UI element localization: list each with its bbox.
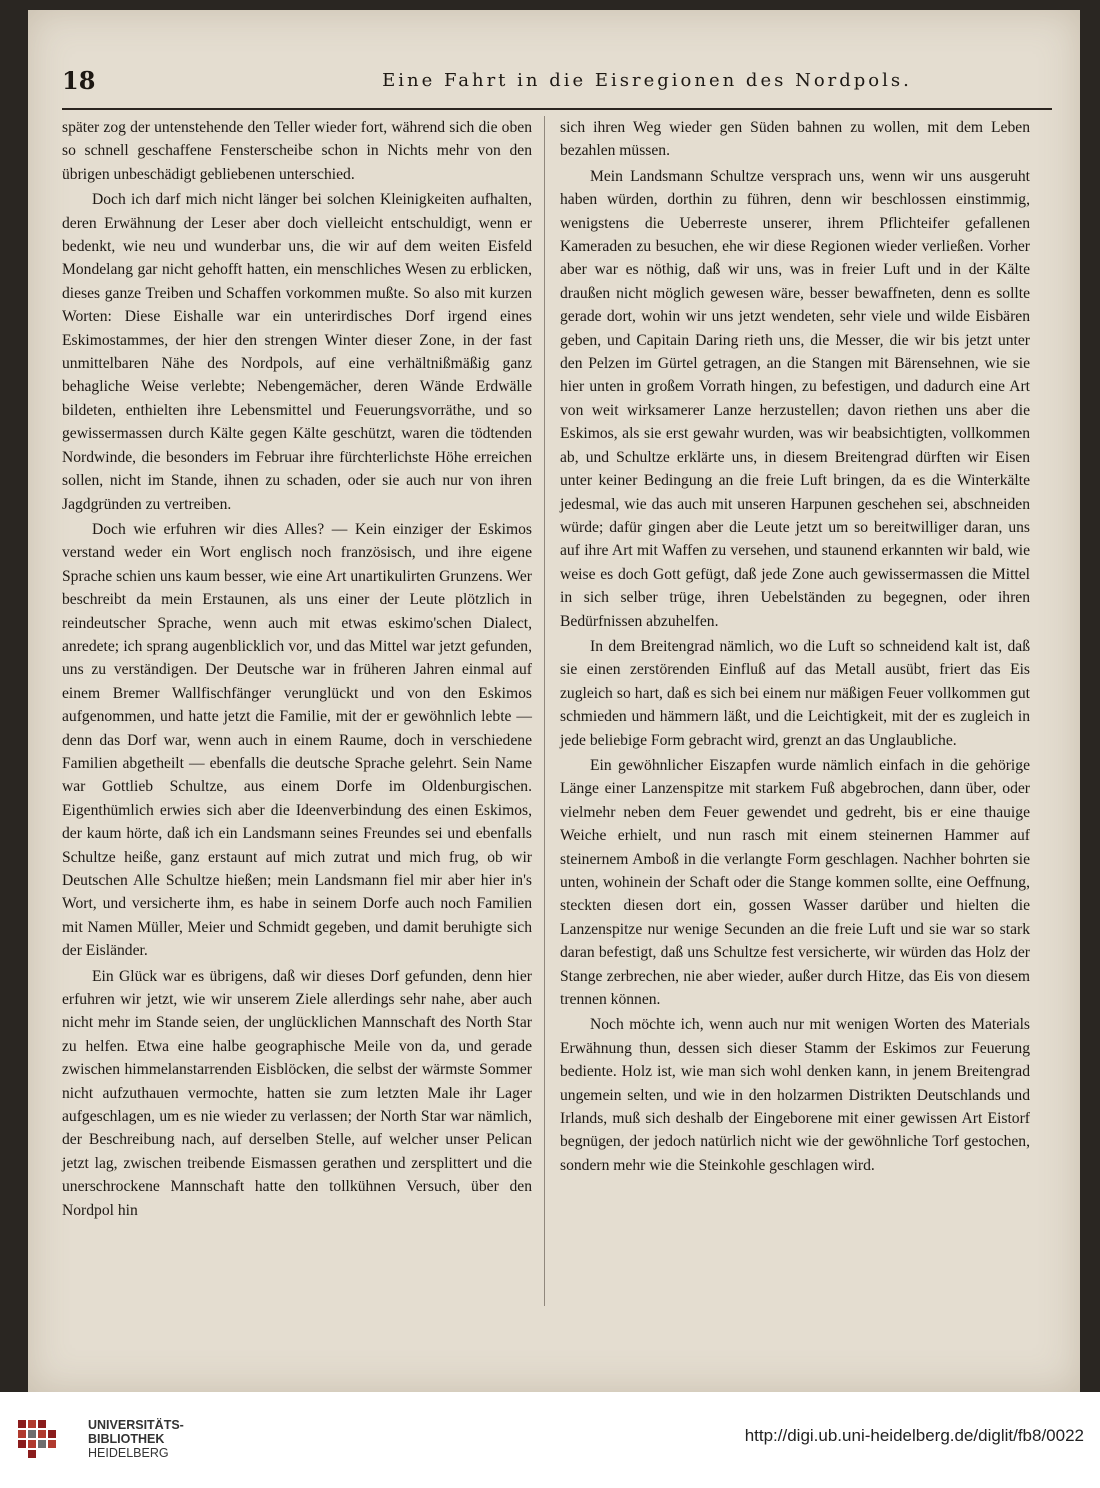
left-column xyxy=(62,116,532,1224)
paragraph: Doch wie erfuhren wir dies Alles? — Kein einziger der Eskimos verstand weder ein Wort englisch noch französisch, und ihre eigene Sprache schien uns kaum besser, wie eine Art unartikulirten Grunzens. Wer beschreibt da mein Erstaunen, als uns einer der Leute plötzlich in reindeutscher Sprache, wenn auch mit etwas eskimo'schen Dialect, anredete; ich sprang augenblicklich vor, und das Mittel war jetzt gefunden, uns zu verständigen. Der Deutsche war in früheren Jahren einmal auf einem Bremer Wallfischfänger verunglückt und von den Eskimos aufgenommen, und hatte jetzt die Familie, mit der er gewöhnlich lebte — denn das Dorf war, wenn auch in einem Raume, doch in verschiedene Familien abgetheilt — ebenfalls die deutsche Sprache gelehrt. Sein Name war Gottlieb Schultze, aus einem Dorfe im Oldenburgischen. Eigenthümlich erwies sich aber die Ideenverbindung des einen Eskimos, der kaum hörte, daß ich ein Landsmann seines Freundes sei und ebenfalls Schultze heiße, ganz erstaunt auf mich zutrat und mich frug, ob wir Deutschen Alle Schultze hießen; mein Landsmann fiel mir aber hier in's Wort, und versicherte ihm, es habe in seinem Dorfe auch noch Familien mit Namen Müller, Meier und Schmidt gegeben, und damit beruhigte sich der Eisländer. xyxy=(62,520,532,960)
paragraph: sich ihren Weg wieder gen Süden bahnen zu wollen, mit dem Leben bezahlen müssen. xyxy=(560,119,1030,160)
digitization-footer xyxy=(0,1392,1100,1488)
paragraph: Mein Landsmann Schultze versprach uns, wenn wir uns ausgeruht haben würden, dorthin zu führen, denn wir beschlossen einstimmig, wenigstens die Ueberreste unserer, ihrem Pflichteifer gefallenen Kameraden zu besuchen, ehe wir diese Regionen wieder verließen. Vorher aber war es nöthig, daß wir uns, was in freier Luft und in der Kälte draußen nicht möglich gewesen wäre, besser bewaffneten, denn es sollte gerade dort, wohin wir uns jetzt wendeten, sehr viele und wilde Eisbären geben, und Capitain Daring rieth uns, die Messer, die wir bis jetzt unter den Pelzen im Gürtel getragen, an die Stangen mit Bärensehnen, wie sie hier unten in großem Vorrath hingen, zu befestigen, und dadurch eine Art von weit wirksamerer Lanze herzustellen; davon riethen uns aber die Eskimos, als sie erst gewahr wurden, was wir beabsichtigten, vollkommen ab, und Schultze erklärte uns, in diesem Breitengrad dürften wir Eisen unter keiner Bedingung an die freie Luft bringen, da es die Winterkälte jedesmal, wie das auch mit unseren Harpunen geschehen sei, abschneiden würde; dafür gingen aber die Leute jetzt um so bereitwilliger daran, uns auf ihre Art mit Waffen zu versehen, und staunend erkannten wir bald, wie weise es doch Gott gefügt, daß jede Zone auch gewissermassen die Mittel in sich selber trüge, ihren Uebelständen zu begegnen, oder ihren Bedürfnissen abzuhelfen. xyxy=(560,167,1030,630)
paragraph: Noch möchte ich, wenn auch nur mit wenigen Worten des Materials Erwähnung thun, dessen sich dieser Stamm der Eskimos zur Feuerung bediente. Holz ist, wie man sich wohl denken kann, in jenem Breitengrad ungemein selten, und wie in den holzarmen Distrikten Deutschlands und Irlands, muß sich deshalb der Eingeborene mit einer gewissen Art Eistorf begnügen, der jedoch natürlich nicht wie der gewöhnliche Torf gestochen, sondern mehr wie die Steinkohle geschlagen wird. xyxy=(560,1016,1030,1174)
running-title: Eine Fahrt in die Eisregionen des Nordpols. xyxy=(382,70,912,91)
university-library-logo-icon xyxy=(14,1414,74,1470)
paragraph: Ein Glück war es übrigens, daß wir dieses Dorf gefunden, denn hier erfuhren wir jetzt, wie wir unserem Ziele allerdings sehr nahe, aber auch nicht mehr im Stande seien, der unglücklichen Mannschaft des North Star zu helfen. Etwa eine halbe geographische Meile von da, und gerade zwischen himmelanstarrenden Eisblöcken, die selbst der wärmste Sommer nicht aufzuthauen vermochte, hatten sie zum letzten Male ihr Lager aufgeschlagen, um es nie wieder zu verlassen; der North Star war nämlich, der Beschreibung nach, auf derselben Stelle, auf welcher unser Pelican jetzt lag, zwischen treibende Eismassen gerathen und zersplittert und die unerschrockene Mannschaft hatte den tollkühnen Versuch, über den Nordpol hin xyxy=(62,967,532,1219)
library-name-line: UNIVERSITÄTS- xyxy=(88,1418,184,1432)
paragraph: Doch ich darf mich nicht länger bei solchen Kleinigkeiten aufhalten, deren Erwähnung der Leser aber doch vielleicht entschuldigt, wenn er bedenkt, wie neu und wunderbar uns, die wir auf dem weiten Eisfeld Mondelang gar nicht gehofft hatten, ein menschliches Wesen zu erblicken, dieses ganze Treiben und Schaffen vorkommen mußte. So also mit kurzen Worten: Diese Eishalle war ein unterirdisches Dorf irgend eines Eskimostammes, der hier den strengen Winter dieser Zone, in der fast unmittelbaren Nähe des Nordpols, auf eine verhältnißmäßig ganz behagliche Weise verlebte; Nebengemächer, deren Wände Erdwälle bildeten, enthielten ihre Lebensmittel und Feuerungsvorräthe, und so gewissermassen durch Kälte gegen Kälte geschützt, waren die tödtenden Nordwinde, die besonders im Februar ihre fürchterlichste Höhe erreichen sollen, nicht im Stande, ihnen zu schaden, oder sie auch nur von ihren Jagdgründen zu vertreiben. xyxy=(62,191,532,513)
library-name xyxy=(88,1418,184,1460)
column-divider xyxy=(544,116,545,1306)
paragraph: In dem Breitengrad nämlich, wo die Luft so schneidend kalt ist, daß sie einen zerstörenden Einfluß auf das Metall ausübt, friert das Eis zugleich so hart, daß es sich bei einem nur mäßigen Feuer vollkommen gut schmieden und hämmern läßt, und die Leichtigkeit, mit der es zugleich in jede beliebige Form gebracht wird, grenzt an das Unglaubliche. xyxy=(560,637,1030,749)
page-header xyxy=(62,62,1052,110)
page-number: 18 xyxy=(62,66,96,95)
right-column xyxy=(560,116,1030,1179)
library-name-line: BIBLIOTHEK xyxy=(88,1432,165,1446)
paragraph: später zog der untenstehende den Teller wieder fort, während sich die oben so schnell geschaffene Fensterscheibe schon in Nichts mehr von den übrigen unbeschädigt gebliebenen unterschied. xyxy=(62,119,532,183)
scanned-page xyxy=(28,10,1080,1392)
permalink-url[interactable]: http://digi.ub.uni-heidelberg.de/diglit/fb8/0022 xyxy=(744,1426,1084,1445)
paragraph: Ein gewöhnlicher Eiszapfen wurde nämlich einfach in die gehörige Länge einer Lanzenspitze mit starkem Fuß abgebrochen, dann über, oder vielmehr neben dem Feuer gewendet und gedreht, bis er eine thauige Weiche erhielt, und nun rasch mit einem steinernen Hammer auf steinernem Amboß in die verlangte Form geschlagen. Nachher bohrten sie unten, wohinein der Schaft oder die Stange kommen sollte, eine Oeffnung, steckten diesen dort ein, gossen Wasser darüber und hielten die Lanzenspitze nur wenige Secunden an die freie Luft und sie war so stark daran befestigt, daß uns Schultze fest versicherte, wir würden das Holz der Stange zerbrechen, nie aber wieder, außer durch Hitze, das Eis von diesem trennen können. xyxy=(560,756,1030,1009)
library-name-line: HEIDELBERG xyxy=(88,1446,169,1460)
